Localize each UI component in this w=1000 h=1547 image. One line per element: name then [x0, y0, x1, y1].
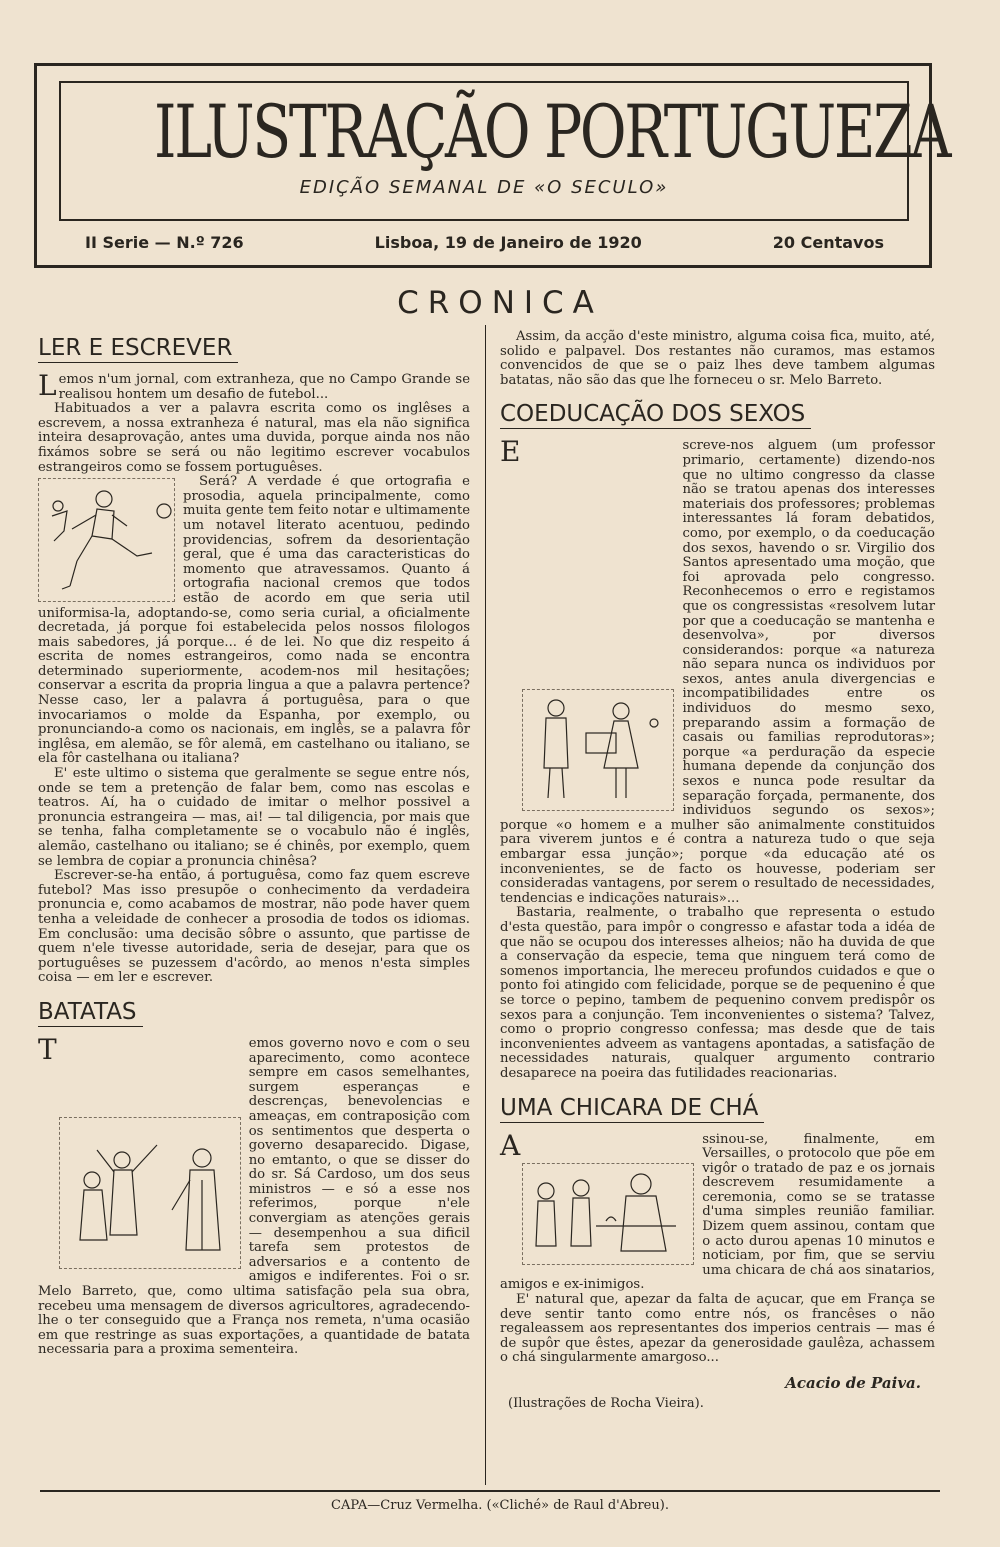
dropcap: T — [38, 1032, 57, 1066]
publication-title: ILUSTRAÇÃO PORTUGUEZA — [154, 90, 950, 175]
dropcap: L — [38, 369, 57, 402]
article-paragraph: E screve-nos alguem (um professor primario, certamente) dizendo-nos que no ultimo congresso da classe não se tratou apenas dos interesses materiais dos professores; problemas interessantes lá foram debatidos, como, por exemplo, o da coeducação dos sexos, havendo o sr. Virgilio dos Santos apresentado uma moção, que foi aprovada pelo congresso. Reconhecemos o erro e registamos que os congressistas «resolvem lutar por que a coeducação se mantenha e desenvolva», por diversos considerandos: porque «a natureza não separa nunca os individuos por sexos, antes anula divergencias e incompatibilidades entre os individuos do mesmo sexo, preparando assim a formação de casais ou familias reprodutoras»; porque «a perduração da especie humana depende da conjunção dos sexos e nunca pode resultar da separação forçada, permanente, dos individuos segundo os sexos»; porque «o homem e a mulher são animalmente constituidos para viverem juntos e é contra a natureza tudo o que seja embargar essa junção»; porque «da educação até os inconvenientes, se de facto os houvesse, poderiam ser consideradas vantagens, por serem o resultado de necessidades, tendencias e indicações naturais»... — [500, 435, 935, 906]
publication-subtitle: EDIÇÃO SEMANAL DE «O SECULO» — [299, 177, 669, 198]
column-divider — [485, 325, 486, 1485]
article-paragraph: E' este ultimo o sistema que geralmente se segue entre nós, onde se tem a pretenção de falar bem, como nas escolas e teatros. Aí, ha o cuidado de imitar o melhor possivel a pronuncia estrangeira — mas, ai! — tal diligencia, por mais que se tenha, falha completamente se o vocabulo não é inglês, alemão, castelhano ou italiano; se é chinês, por exemplo, quem se lembra de copiar a pronuncia chinêsa? — [38, 766, 470, 869]
masthead — [34, 63, 950, 268]
left-column — [38, 330, 470, 1358]
tea-signing-illustration — [522, 1163, 694, 1265]
article-paragraph: Habituados a ver a palavra escrita como os inglêses a escrevem, a nossa extranheza é natural, mas ela não significa inteira desaprovação, antes uma duvida, porque ainda nos não fixámos sobre se será ou não legitimo escrever vocabulos estrangeiros como se fossem portuguêses. — [38, 401, 470, 475]
issue-line — [85, 233, 884, 252]
article-heading-coeducacao: COEDUCAÇÃO DOS SEXOS — [500, 400, 811, 429]
article-paragraph: Lemos n'um jornal, com extranheza, que no Campo Grande se realisou hontem um desafio de futebol... — [38, 369, 470, 402]
author-signature: Acacio de Paiva. — [785, 1374, 921, 1392]
article-paragraph: Será? A verdade é que ortografia e prosodia, aquela principalmente, como muita gente tem feito notar e ultimamente um notavel literato acentuou, pedindo providencias, sofrem da desorientação geral, que é uma das caracteristicas do momento que atravessamos. Quanto á ortografia nacional cremos que todos estão de acordo em que seria util uniformisa-la, adoptando-se, como seria curial, a oficialmente decretada, já porque foi estabelecida pelos nossos filologos mais sabedores, já porque... é de lei. No que diz respeito á escrita de nomes estrangeiros, como nada se encontra determinado superiormente, acodem-nos mil hesitações; conservar a escrita da propria lingua a que a palavra pertence? Nesse caso, ler a palavra á portuguêsa, para o que invocariamos o molde da Espanha, por exemplo, ou pronunciando-a como os nacionais, em inglês, se a palavra fôr inglêsa, em alemão, se fôr alemã, em castelhano ou italiano, se ela fôr castelhana ou italiana? — [38, 474, 470, 767]
article-paragraph: Assim, da acção d'este ministro, alguma coisa fica, muito, até, solido e palpavel. Dos restantes não curamos, mas estamos convencidos de que se o paiz lhes deve tambem algumas batatas, não são das que lhe forneceu o sr. Melo Barreto. — [500, 329, 935, 388]
article-paragraph: E' natural que, apezar da falta de açucar, que em França se deve sentir tanto como entre nós, os francêses o não regaleassem aos representantes dos imperios centrais — mas é de supôr que êstes, apezar da generosidade gaulêza, achassem o chá singularmente amargoso... — [500, 1292, 935, 1366]
section-title: CRONICA — [397, 285, 603, 321]
article-paragraph: Escrever-se-ha então, á portuguêsa, como faz quem escreve futebol? Mas isso presupõe o conhecimento da verdadeira pronuncia e, como acabamos de mostrar, não pode haver quem tenha a veleidade de conhecer a prosodia de todos os idiomas. Em conclusão: uma decisão sôbre o assunto, que partisse de quem n'ele tivesse autoridade, seria de desejar, para que os portuguêses se puzessem d'acôrdo, ao menos n'esta simples coisa — em ler e escrever. — [38, 868, 470, 986]
article-paragraph: T emos governo novo e com o seu aparecimento, como acontece sempre em casos semelhantes, surgem esperanças e descrenças, benevolencias e ameaças, em contraposição com os sentimentos que desperta o governo desaparecido. Digase, no emtanto, o que se disser do do sr. Sá Cardoso, um dos seus ministros — e só a esse nos referimos, porque n'ele convergiam as atenções gerais — desempenhou a sua dificil tarefa sem protestos de adversarios e a contento de amigos e indiferentes. Foi o sr. Melo Barreto, que, como ultima satisfação pela sua obra, recebeu uma mensagem de diversos agricultores, agradecendo-lhe o ter conseguido que a França nos remeta, n'uma ocasião em que restringe as suas exportações, a quantidade de batata necessaria para a proxima sementeira. — [38, 1032, 470, 1358]
right-column — [500, 330, 935, 1411]
article-heading-batatas: BATATAS — [38, 998, 143, 1027]
article-heading-ler-escrever: LER E ESCREVER — [38, 334, 238, 363]
article-heading-chicara: UMA CHICARA DE CHÁ — [500, 1094, 764, 1123]
issue-price: 20 Centavos — [772, 233, 884, 252]
illustration-credits: (Ilustrações de Rocha Vieira). — [508, 1395, 704, 1411]
bottom-rule — [40, 1490, 940, 1492]
issue-date: Lisboa, 19 de Janeiro de 1920 — [374, 233, 642, 252]
issue-series: II Serie — N.º 726 — [85, 233, 244, 252]
article-paragraph: Bastaria, realmente, o trabalho que representa o estudo d'esta questão, para impôr o congresso e afastar toda a idéa de que não se ocupou dos interesses alheios; não ha duvida de que a conservação da especie, tema que ninguem terá como de somenos importancia, lhe mereceu profundos cuidados e que o ponto foi atingido com felicidade, porque se de pequenino é que se torce o pepino, tambem de pequenino convem predispôr os sexos para a conjunção. Tem inconvenientes o sistema? Talvez, como o proprio congresso confessa; mas desde que de tais inconvenientes adveem as vantagens apontadas, a satisfação de necessidades naturais, qualquer argumento contrario desaparece na poeira das futilidades reacionarias. — [500, 905, 935, 1081]
schoolchildren-illustration — [522, 689, 674, 811]
crowd-illustration — [59, 1117, 241, 1269]
article-paragraph: A ssinou-se, finalmente, em Versailles, o protocolo que põe em vigôr o tratado de paz e os jornais descrevem resumidamente a ceremonia, como se se tratasse d'uma simples reunião familiar. Dizem quem assinou, contam que o acto durou apenas 10 minutos e noticiam, por fim, que se serviu uma chicara de chá aos sinatarios, amigos e ex-inimigos. — [500, 1128, 935, 1293]
cover-credit-footer: CAPA—Cruz Vermelha. («Cliché» de Raul d'Abreu). — [331, 1498, 669, 1513]
dropcap: A — [500, 1128, 521, 1162]
masthead-title-box — [59, 81, 950, 221]
football-player-illustration — [38, 478, 175, 602]
dropcap: E — [500, 435, 521, 469]
